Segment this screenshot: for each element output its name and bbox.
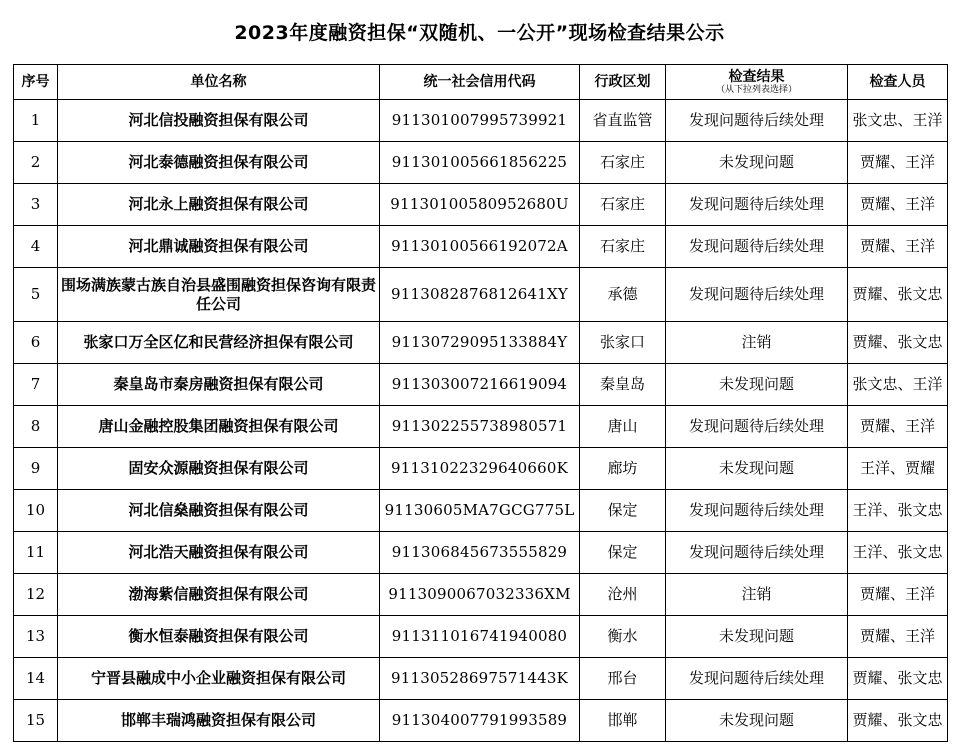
cell-inspectors: 贾耀、王洋 [848, 142, 948, 184]
table-row [14, 142, 948, 184]
cell-credit-code: 911302255738980571 [380, 406, 580, 448]
cell-seq: 9 [14, 448, 58, 490]
cell-company-name: 衡水恒泰融资担保有限公司 [58, 616, 380, 658]
cell-company-name: 河北泰德融资担保有限公司 [58, 142, 380, 184]
cell-company-name: 唐山金融控股集团融资担保有限公司 [58, 406, 380, 448]
cell-credit-code: 911308287681264​1XY [380, 268, 580, 322]
cell-inspectors: 贾耀、王洋 [848, 406, 948, 448]
cell-region: 保定 [580, 532, 666, 574]
cell-region: 张家口 [580, 322, 666, 364]
cell-region: 石家庄 [580, 184, 666, 226]
cell-inspectors: 贾耀、张文忠 [848, 658, 948, 700]
header-seq: 序号 [14, 65, 58, 100]
cell-seq: 13 [14, 616, 58, 658]
cell-credit-code: 91131022329640660K [380, 448, 580, 490]
cell-inspectors: 王洋、贾耀 [848, 448, 948, 490]
cell-credit-code: 91130528697571443K [380, 658, 580, 700]
table-row [14, 322, 948, 364]
cell-inspectors: 张文忠、王洋 [848, 100, 948, 142]
cell-result: 未发现问题 [666, 364, 848, 406]
cell-region: 衡水 [580, 616, 666, 658]
cell-company-name: 河北鼎诚融资担保有限公司 [58, 226, 380, 268]
cell-region: 石家庄 [580, 226, 666, 268]
cell-result: 未发现问题 [666, 700, 848, 742]
cell-seq: 3 [14, 184, 58, 226]
table-body [14, 100, 948, 742]
cell-credit-code: 911306845673555829 [380, 532, 580, 574]
cell-inspectors: 贾耀、王洋 [848, 226, 948, 268]
cell-seq: 12 [14, 574, 58, 616]
cell-seq: 11 [14, 532, 58, 574]
cell-inspectors: 贾耀、张文忠 [848, 322, 948, 364]
cell-credit-code: 91130100566192072A [380, 226, 580, 268]
cell-company-name: 河北信投融资担保有限公司 [58, 100, 380, 142]
cell-result: 注销 [666, 574, 848, 616]
table-row [14, 574, 948, 616]
cell-result: 注销 [666, 322, 848, 364]
cell-company-name: 宁晋县融成中小企业融资担保有限公司 [58, 658, 380, 700]
table-row [14, 406, 948, 448]
cell-inspectors: 贾耀、张文忠 [848, 700, 948, 742]
cell-seq: 15 [14, 700, 58, 742]
cell-seq: 4 [14, 226, 58, 268]
cell-company-name: 渤海紫信融资担保有限公司 [58, 574, 380, 616]
cell-inspectors: 张文忠、王洋 [848, 364, 948, 406]
cell-result: 未发现问题 [666, 142, 848, 184]
cell-result: 发现问题待后续处理 [666, 268, 848, 322]
page-title: 2023年度融资担保“双随机、一公开”现场检查结果公示 [234, 22, 725, 44]
header-inspectors: 检查人员 [848, 65, 948, 100]
cell-result: 发现问题待后续处理 [666, 490, 848, 532]
table-row [14, 616, 948, 658]
table-row [14, 364, 948, 406]
cell-credit-code: 911303007216619094 [380, 364, 580, 406]
cell-inspectors: 贾耀、王洋 [848, 184, 948, 226]
cell-seq: 5 [14, 268, 58, 322]
cell-inspectors: 贾耀、王洋 [848, 616, 948, 658]
cell-region: 廊坊 [580, 448, 666, 490]
cell-company-name: 河北永上融资担保有限公司 [58, 184, 380, 226]
cell-result: 未发现问题 [666, 616, 848, 658]
header-name: 单位名称 [58, 65, 380, 100]
table-row [14, 268, 948, 322]
cell-company-name: 河北信燊融资担保有限公司 [58, 490, 380, 532]
cell-company-name: 围场满族蒙古族自治县盛围融资担保咨询有限责任公司 [58, 268, 380, 322]
cell-inspectors: 王洋、张文忠 [848, 490, 948, 532]
cell-credit-code: 91130900670323​36XM [380, 574, 580, 616]
table-header-row [14, 65, 948, 100]
cell-company-name: 固安众源融资担保有限公司 [58, 448, 380, 490]
table-row [14, 448, 948, 490]
cell-result: 发现问题待后续处理 [666, 100, 848, 142]
cell-seq: 2 [14, 142, 58, 184]
cell-credit-code: 91130605MA7GCG775L [380, 490, 580, 532]
cell-inspectors: 贾耀、王洋 [848, 574, 948, 616]
cell-credit-code: 91130729095133884Y [380, 322, 580, 364]
table-row [14, 226, 948, 268]
cell-credit-code: 911304007791993589 [380, 700, 580, 742]
cell-result: 未发现问题 [666, 448, 848, 490]
cell-company-name: 邯郸丰瑞鸿融资担保有限公司 [58, 700, 380, 742]
cell-region: 秦皇岛 [580, 364, 666, 406]
cell-company-name: 秦皇岛市秦房融资担保有限公司 [58, 364, 380, 406]
cell-seq: 1 [14, 100, 58, 142]
table-row [14, 100, 948, 142]
table-row [14, 532, 948, 574]
cell-credit-code: 911301007995739921 [380, 100, 580, 142]
cell-seq: 14 [14, 658, 58, 700]
cell-seq: 7 [14, 364, 58, 406]
cell-result: 发现问题待后续处理 [666, 658, 848, 700]
header-region: 行政区划 [580, 65, 666, 100]
header-result-note: （从下拉列表选择） [715, 84, 797, 95]
cell-credit-code: 911311016741940080 [380, 616, 580, 658]
cell-region: 邢台 [580, 658, 666, 700]
cell-credit-code: 911301005661856225 [380, 142, 580, 184]
cell-result: 发现问题待后续处理 [666, 226, 848, 268]
table-row [14, 700, 948, 742]
header-result [666, 65, 848, 100]
cell-region: 石家庄 [580, 142, 666, 184]
cell-region: 邯郸 [580, 700, 666, 742]
table-row [14, 184, 948, 226]
cell-company-name: 河北浩天融资担保有限公司 [58, 532, 380, 574]
cell-region: 承德 [580, 268, 666, 322]
cell-result: 发现问题待后续处理 [666, 532, 848, 574]
cell-seq: 8 [14, 406, 58, 448]
cell-result: 发现问题待后续处理 [666, 406, 848, 448]
cell-credit-code: 91130100580952680U [380, 184, 580, 226]
cell-seq: 10 [14, 490, 58, 532]
cell-result: 发现问题待后续处理 [666, 184, 848, 226]
cell-company-name: 张家口万全区亿和民营经济担保有限公司 [58, 322, 380, 364]
cell-region: 省直监管 [580, 100, 666, 142]
cell-region: 唐山 [580, 406, 666, 448]
cell-inspectors: 贾耀、张文忠 [848, 268, 948, 322]
cell-region: 沧州 [580, 574, 666, 616]
table-row [14, 490, 948, 532]
cell-region: 保定 [580, 490, 666, 532]
table-row [14, 658, 948, 700]
cell-inspectors: 王洋、张文忠 [848, 532, 948, 574]
results-table [13, 64, 948, 742]
cell-seq: 6 [14, 322, 58, 364]
header-result-label: 检查结果 [728, 68, 785, 85]
header-code: 统一社会信用代码 [380, 65, 580, 100]
